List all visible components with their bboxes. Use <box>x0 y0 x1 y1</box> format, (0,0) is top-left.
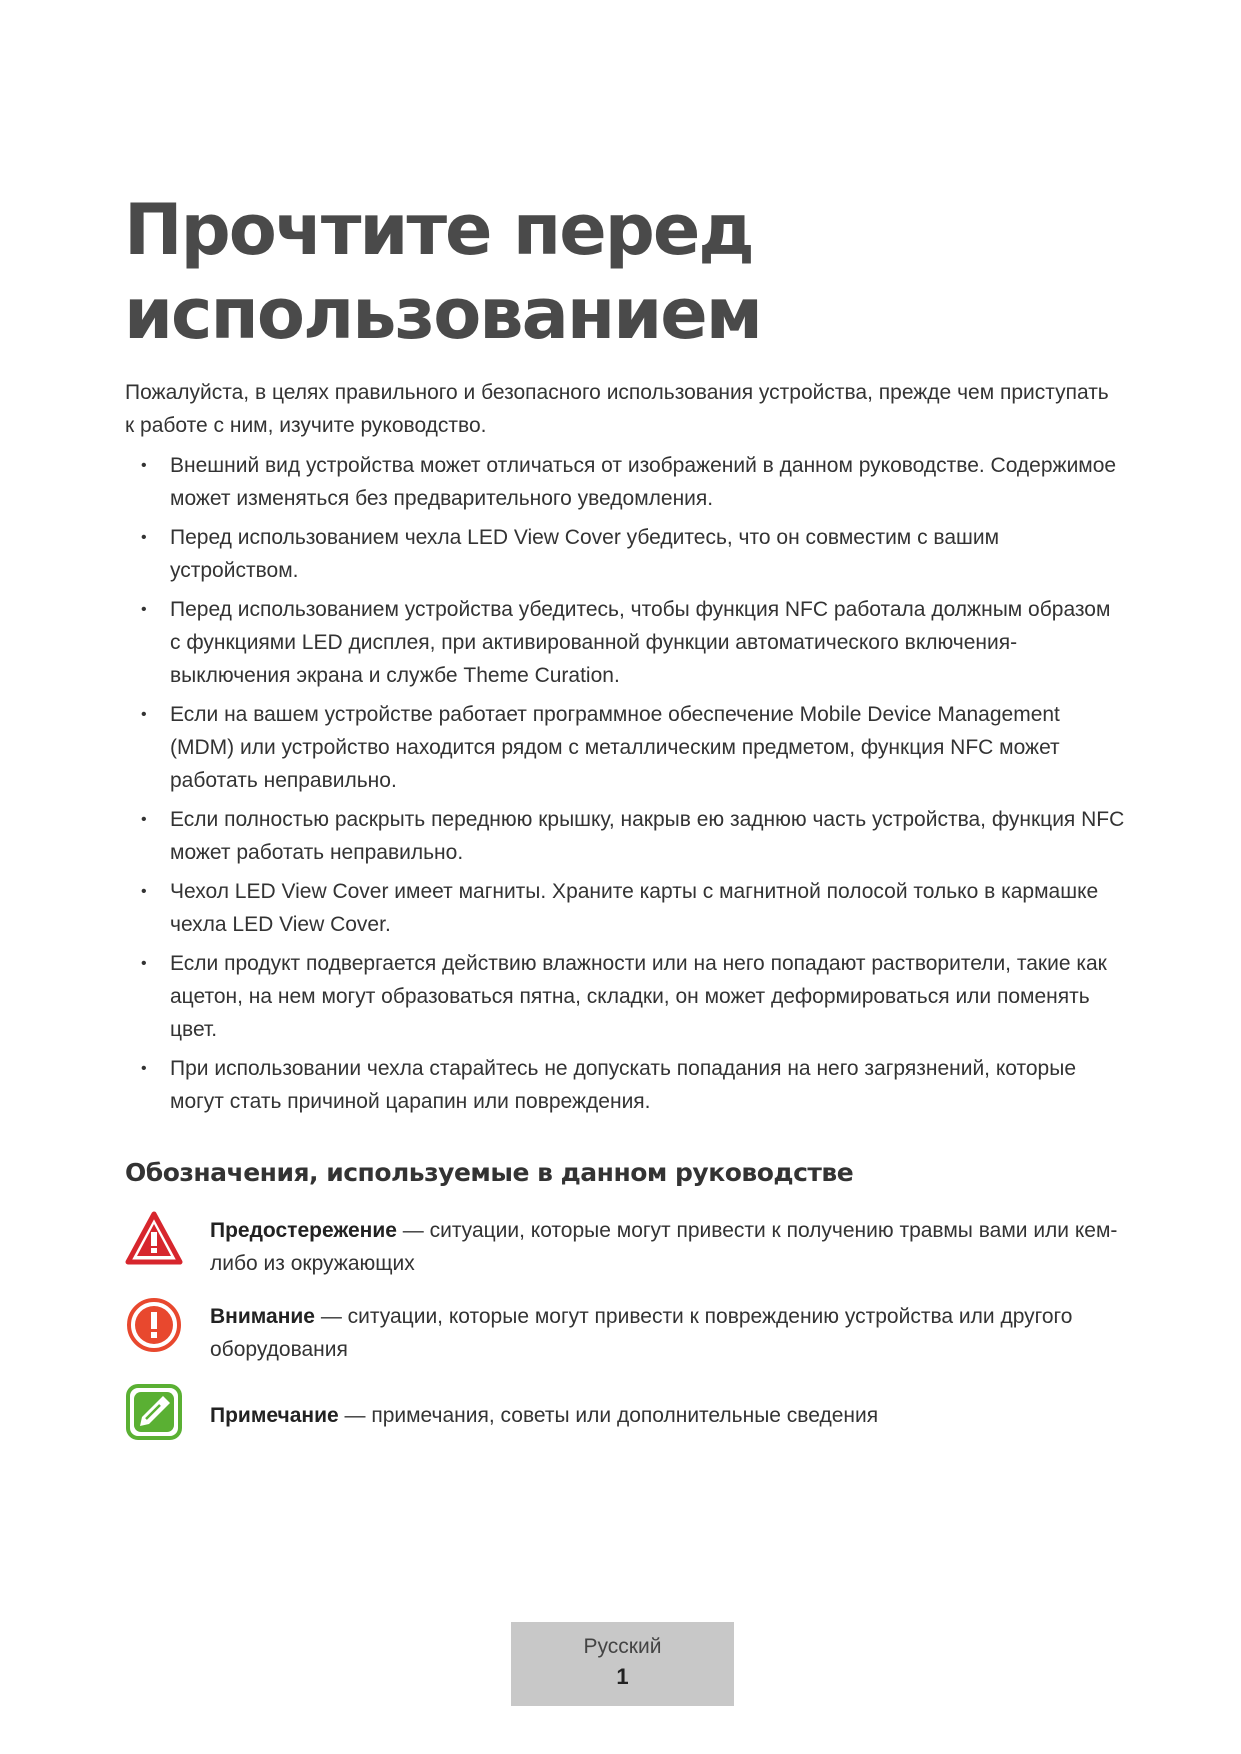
note-pencil-icon <box>125 1383 183 1441</box>
symbols-heading: Обозначения, используемые в данном руководстве <box>125 1158 854 1187</box>
warning-text <box>210 1214 1130 1280</box>
note-term: Примечание <box>210 1404 339 1427</box>
bullet-icon: • <box>141 457 147 474</box>
warning-triangle-icon <box>125 1210 183 1268</box>
bullet-icon: • <box>141 883 147 900</box>
list-item-text: Чехол LED View Cover имеет магниты. Храните карты с магнитной полосой только в кармашке чехла LED View Cover. <box>170 880 1099 936</box>
list-item-text: Перед использованием устройства убедитесь, чтобы функция NFC работала должным образом с функциями LED дисплея, при активированной функции автоматического включения-выключения экрана и службе Theme Curation. <box>170 598 1111 687</box>
page-title-line-2: использованием <box>124 273 761 355</box>
page-footer <box>511 1622 734 1706</box>
list-item <box>125 593 1125 692</box>
list-item <box>125 803 1125 869</box>
bullet-icon: • <box>141 1060 147 1077</box>
caution-circle-icon <box>125 1296 183 1354</box>
warning-term: Предостережение <box>210 1219 397 1242</box>
list-item <box>125 1052 1125 1118</box>
bullet-icon: • <box>141 529 147 546</box>
caution-term: Внимание <box>210 1305 315 1328</box>
bullet-icon: • <box>141 706 147 723</box>
list-item <box>125 875 1125 941</box>
list-item-text: Если на вашем устройстве работает программное обеспечение Mobile Device Management (MDM) или устройство находится рядом с металлическим предметом, функция NFC может работать неправильно. <box>170 703 1060 792</box>
list-item-text: Внешний вид устройства может отличаться от изображений в данном руководстве. Содержимое может изменяться без предварительного уведомления. <box>170 454 1117 510</box>
caution-text <box>210 1300 1130 1366</box>
list-item-text: При использовании чехла старайтесь не допускать попадания на него загрязнений, которые могут стать причиной царапин или повреждения. <box>170 1057 1077 1113</box>
warning-description: — ситуации, которые могут привести к получению травмы вами или кем-либо из окружающих <box>210 1219 1118 1275</box>
footer-language: Русский <box>583 1635 662 1658</box>
bullet-icon: • <box>141 811 147 828</box>
note-text <box>210 1399 1130 1432</box>
page-title <box>124 188 761 356</box>
precautions-list <box>125 449 1125 1124</box>
intro-paragraph: Пожалуйста, в целях правильного и безопасного использования устройства, прежде чем приступать к работе с ним, изучите руководство. <box>125 381 1109 437</box>
note-description: — примечания, советы или дополнительные сведения <box>338 1404 879 1427</box>
bullet-icon: • <box>141 601 147 618</box>
list-item-text: Перед использованием чехла LED View Cover убедитесь, что он совместим с вашим устройством. <box>170 526 1000 582</box>
page-number: 1 <box>616 1664 629 1689</box>
list-item-text: Если продукт подвергается действию влажности или на него попадают растворители, такие как ацетон, на нем могут образоваться пятна, складки, он может деформироваться или поменять цвет. <box>170 952 1107 1041</box>
list-item <box>125 698 1125 797</box>
caution-description: — ситуации, которые могут привести к повреждению устройства или другого оборудования <box>210 1305 1073 1361</box>
list-item-text: Если полностью раскрыть переднюю крышку, накрыв ею заднюю часть устройства, функция NFC может работать неправильно. <box>170 808 1125 864</box>
list-item <box>125 449 1125 515</box>
list-item <box>125 947 1125 1046</box>
bullet-icon: • <box>141 955 147 972</box>
page-title-line-1: Прочтите перед <box>124 189 753 271</box>
list-item <box>125 521 1125 587</box>
